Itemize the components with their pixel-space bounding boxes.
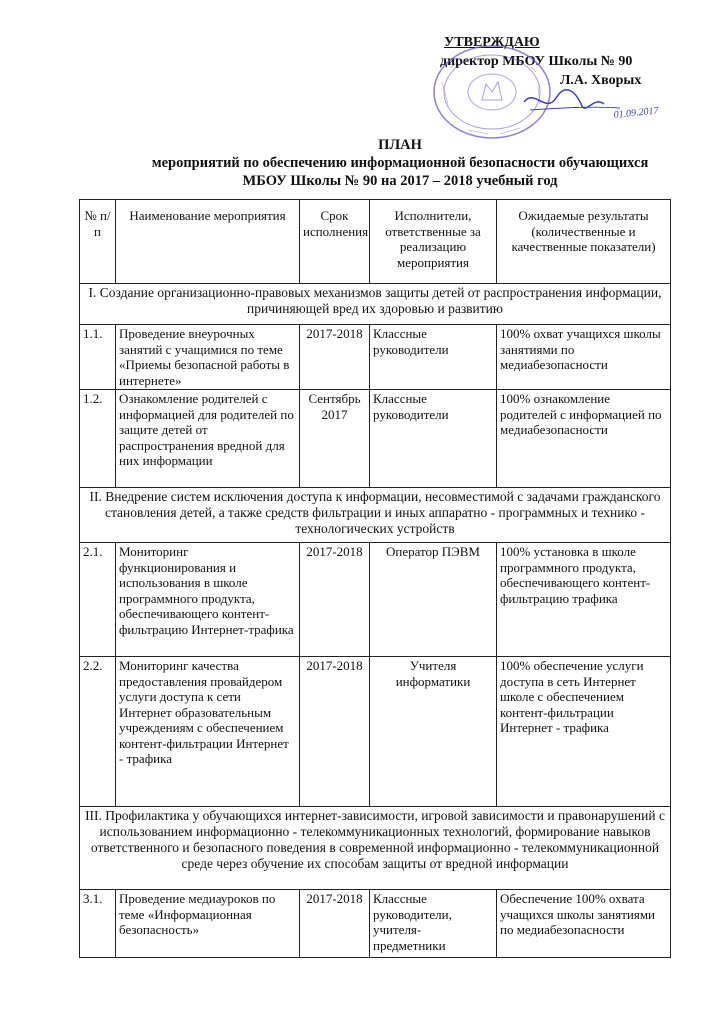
cell-name: Ознакомление родителей с информацией для родителей по защите детей от распространения вредной для них информации (116, 390, 300, 488)
document-title (90, 136, 710, 190)
title-plan: ПЛАН (378, 137, 422, 153)
approval-date: 01.09.2017 (613, 105, 660, 121)
section-row (80, 488, 671, 543)
section-1-title: I. Создание организационно-правовых механизмов защиты детей от распространения информации, причиняющей вред их здоровью и развитию (80, 284, 671, 325)
header-name: Наименование мероприятия (116, 200, 300, 284)
cell-results: Обеспечение 100% охвата учащихся школы занятиями по медиабезопасности (497, 890, 671, 958)
header-results: Ожидаемые результаты (количественные и качественные показатели) (497, 200, 671, 284)
signature-icon (520, 84, 670, 124)
cell-results: 100% обеспечение услуги доступа в сеть Интернет школе с обеспечением контент-фильтрации Интернет - трафика (497, 657, 671, 807)
cell-executors: Классные руководители, учителя-предметники (370, 890, 497, 958)
cell-term: 2017-2018 (300, 325, 370, 390)
header-term: Срок исполнения (300, 200, 370, 284)
cell-name: Мониторинг функционирования и использования в школе программного продукта, обеспечивающего контент-фильтрацию Интернет-трафика (116, 543, 300, 657)
cell-num: 3.1. (80, 890, 116, 958)
section-row (80, 807, 671, 890)
section-2-title: II. Внедрение систем исключения доступа к информации, несовместимой с задачами гражданского становления детей, а также средств фильтрации и иных аппаратно - программных и технико - технологических устройств (80, 488, 671, 543)
header-num: № п/п (80, 200, 116, 284)
cell-executors: Учителя информатики (370, 657, 497, 807)
header-executors: Исполнители, ответственные за реализацию мероприятия (370, 200, 497, 284)
plan-table (79, 199, 671, 958)
table-row (80, 325, 671, 390)
approval-heading: УТВЕРЖДАЮ (444, 35, 540, 50)
title-school-year: МБОУ Школы № 90 на 2017 – 2018 учебный год (242, 173, 558, 189)
cell-executors: Классные руководители (370, 390, 497, 488)
approval-position: директор МБОУ Школы № 90 (440, 54, 633, 69)
cell-executors: Оператор ПЭВМ (370, 543, 497, 657)
cell-num: 1.1. (80, 325, 116, 390)
cell-name: Мониторинг качества предоставления провайдером услуги доступа к сети Интернет образовательным учреждениям с обеспечением контент-фильтрации Интернет - трафика (116, 657, 300, 807)
cell-num: 2.2. (80, 657, 116, 807)
section-row (80, 284, 671, 325)
table-row (80, 390, 671, 488)
approval-signer: Л.А. Хворых (560, 73, 642, 88)
cell-term: 2017-2018 (300, 890, 370, 958)
section-3-title: III. Профилактика у обучающихся интернет-зависимости, игровой зависимости и правонарушений с использованием информационно - телекоммуникационных технологий, формирование навыков ответственного и безопасного поведения в современной информационно - телекоммуникационной среде через обучение их способам защиты от вредной информации (80, 807, 671, 890)
cell-name: Проведение медиауроков по теме «Информационная безопасность» (116, 890, 300, 958)
cell-term: 2017-2018 (300, 543, 370, 657)
cell-results: 100% установка в школе программного продукта, обеспечивающего контент-фильтрацию трафика (497, 543, 671, 657)
table-row (80, 890, 671, 958)
cell-executors: Классные руководители (370, 325, 497, 390)
cell-name: Проведение внеурочных занятий с учащимися по теме «Приемы безопасной работы в интернете» (116, 325, 300, 390)
table-row (80, 657, 671, 807)
cell-num: 2.1. (80, 543, 116, 657)
table-row (80, 543, 671, 657)
cell-num: 1.2. (80, 390, 116, 488)
title-subject: мероприятий по обеспечению информационной безопасности обучающихся (151, 155, 649, 171)
cell-term: Сентябрь 2017 (300, 390, 370, 488)
cell-results: 100% ознакомление родителей с информацией по медиабезопасности (497, 390, 671, 488)
table-header-row (80, 200, 671, 284)
cell-term: 2017-2018 (300, 657, 370, 807)
cell-results: 100% охват учащихся школы занятиями по медиабезопасности (497, 325, 671, 390)
